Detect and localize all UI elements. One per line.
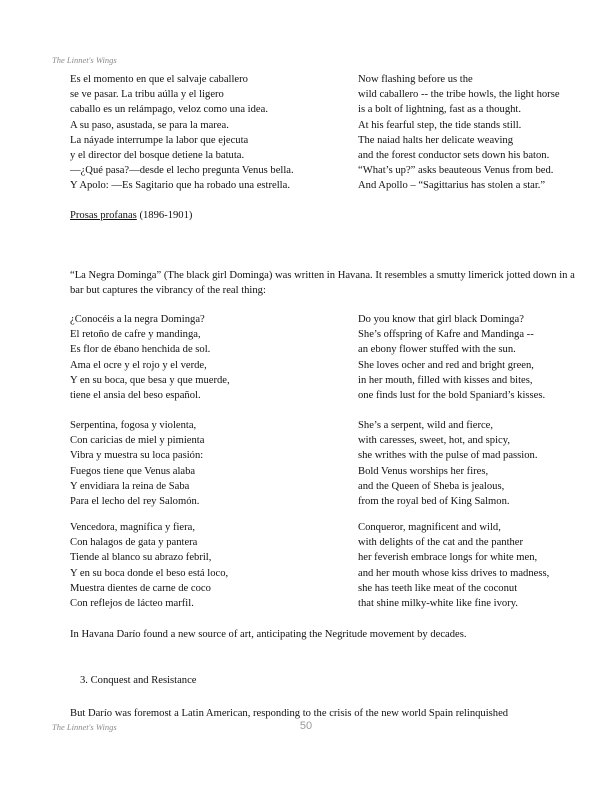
poem-line [70,148,570,163]
poem-stanza-3 [70,418,570,509]
spanish-line: Ama el ocre y el rojo y el verde, [70,359,207,371]
english-line: Bold Venus worships her fires, [358,465,489,477]
spanish-line: Vencedora, magnífica y fiera, [70,522,195,533]
english-line: she has teeth like meat of the coconut [358,582,518,594]
poem-line [70,163,570,178]
poem-line [70,581,570,596]
spanish-line: caballo es un relámpago, veloz como una idea. [70,104,268,116]
spanish-line: ¿Conocéis a la negra Dominga? [70,314,205,325]
poem-line [70,133,570,148]
running-footer: The Linnet's Wings [52,722,117,732]
english-line: She’s a serpent, wild and fierce, [358,420,494,431]
closing-paragraph: But Darío was foremost a Latin American, responding to the crisis of the new world Spain relinquished [70,708,509,719]
english-line: Do you know that girl black Dominga? [358,314,524,325]
spanish-line: tiene el ansia del beso español. [70,389,201,401]
english-line: “What’s up?” asks beauteous Venus from bed. [358,165,554,177]
spanish-line: Fuegos tiene que Venus alaba [70,465,196,477]
english-line: Now flashing before us the [358,74,473,85]
english-line: Conqueror, magnificent and wild, [358,522,501,533]
english-line: She’s offspring of Kafre and Mandinga -- [358,329,534,341]
english-line: and the forest conductor sets down his baton. [358,149,550,161]
poem-stanza-2 [70,312,570,403]
source-citation [70,208,578,223]
section-heading: 3. Conquest and Resistance [80,675,197,686]
poem-line [70,373,570,388]
source-years: (1896-1901) [139,210,193,221]
poem-line [70,178,570,193]
english-line: an ebony flower stuffed with the sun. [358,344,516,356]
english-line: and the Queen of Sheba is jealous, [358,480,505,492]
english-line: with caresses, sweet, hot, and spicy, [358,435,511,447]
running-header: The Linnet's Wings [52,55,117,65]
english-line: that shine milky-white like fine ivory. [358,597,518,609]
poem-line [70,342,570,357]
page-number: 50 [299,720,313,732]
poem-line [70,433,570,448]
english-line: with delights of the cat and the panther [358,537,524,549]
spanish-line: Tiende al blanco su abrazo febril, [70,552,212,564]
poem-line [70,566,570,581]
english-line: one finds lust for the bold Spaniard’s kisses. [358,389,546,401]
spanish-line: Para el lecho del rey Salomón. [70,495,200,507]
spanish-line: A su paso, asustada, se para la marea. [70,119,229,131]
poem-line [70,520,570,535]
poem-line [70,72,570,87]
spanish-line: Vibra y muestra su loca pasión: [70,450,204,462]
spanish-line: Con caricias de miel y pimienta [70,435,205,447]
spanish-line: Serpentina, fogosa y violenta, [70,420,197,431]
spanish-line: Y Apolo: —Es Sagitario que ha robado una estrella. [70,180,290,192]
poem-line [70,312,570,327]
poem-line [70,118,570,133]
poem-line [70,358,570,373]
poem-stanza-4 [70,520,570,611]
english-line: she writhes with the pulse of mad passion. [358,450,538,462]
poem-line [70,596,570,611]
spanish-line: Muestra dientes de carne de coco [70,582,211,594]
intro-paragraph: “La Negra Dominga” (The black girl Dominga) was written in Havana. It resembles a smutty limerick jotted down in a bar but captures the vibrancy of the real thing: [70,270,575,297]
poem-line [70,479,570,494]
poem-line [70,494,570,509]
english-line: The naiad halts her delicate weaving [358,134,514,146]
english-line: from the royal bed of King Salmon. [358,495,510,507]
spanish-line: Y en su boca donde el beso está loco, [70,567,229,579]
poem-line [70,418,570,433]
spanish-line: Es el momento en que el salvaje caballero [70,74,248,85]
poem-line [70,388,570,403]
poem-line [70,535,570,550]
english-line: And Apollo – “Sagittarius has stolen a star.” [358,180,546,192]
poem-line [70,102,570,117]
poem-line [70,464,570,479]
spanish-line: Con halagos de gata y pantera [70,537,198,549]
spanish-line: —¿Qué pasa?—desde el lecho pregunta Venus bella. [70,165,294,177]
spanish-line: El retoño de cafre y mandinga, [70,329,201,341]
english-line: her feverish embrace longs for white men, [358,552,538,564]
havana-paragraph: In Havana Darío found a new source of art, anticipating the Negritude movement by decades. [70,629,467,640]
english-line: At his fearful step, the tide stands still. [358,119,522,131]
spanish-line: Es flor de ébano henchida de sol. [70,344,211,356]
poem-line [70,87,570,102]
english-line: in her mouth, filled with kisses and bites, [358,374,533,386]
poem-line [70,327,570,342]
english-line: and her mouth whose kiss drives to madness, [358,567,550,579]
english-line: She loves ocher and red and bright green, [358,359,534,371]
spanish-line: se ve pasar. La tribu aúlla y el ligero [70,89,224,101]
spanish-line: Con reflejos de lácteo marfil. [70,597,194,609]
spanish-line: La náyade interrumpe la labor que ejecuta [70,134,249,146]
spanish-line: y el director del bosque detiene la batuta. [70,149,245,161]
spanish-line: Y envidiara la reina de Saba [70,480,190,492]
spanish-line: Y en su boca, que besa y que muerde, [70,374,230,386]
poem-line [70,448,570,463]
english-line: wild caballero -- the tribe howls, the light horse [358,89,560,101]
english-line: is a bolt of lightning, fast as a thought. [358,104,522,116]
source-title: Prosas profanas [70,210,137,221]
poem-stanza-1 [70,72,570,194]
poem-line [70,550,570,565]
